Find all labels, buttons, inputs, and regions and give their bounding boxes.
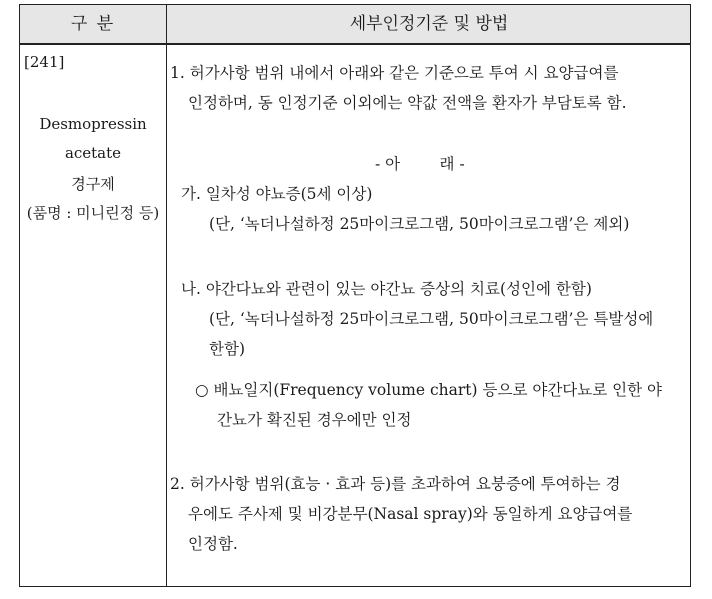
drug-form: 경구제 <box>71 175 115 193</box>
item-ga-note: (단, ‘녹더나설하정 25마이크로그램, 50마이크로그램’은 제외) <box>209 215 630 233</box>
drug-product: (품명 : 미니린정 등) <box>26 204 160 222</box>
item-ga: 가. 일차성 야뇨증(5세 이상) <box>181 185 373 203</box>
item2-line3: 인정함. <box>188 535 238 553</box>
column-divider <box>166 5 167 586</box>
item-na-note1: (단, ‘녹더나설하정 25마이크로그램, 50마이크로그램’은 특발성에 <box>209 310 654 328</box>
item2-line2: 우에도 주사제 및 비강분무(Nasal spray)와 동일하게 요양급여를 <box>188 505 633 523</box>
drug-name-line2: acetate <box>64 144 122 162</box>
drug-name-line1: Desmopressin <box>39 115 147 133</box>
item2-line1: 2. 허가사항 범위(효능 · 효과 등)를 초과하여 요붕증에 투여하는 경 <box>170 475 621 493</box>
criteria-table <box>19 4 691 587</box>
below-heading: - 아 래 - <box>375 155 465 173</box>
bullet-line1: ○ 배뇨일지(Frequency volume chart) 등으로 야간다뇨로 인한 야 <box>195 381 662 399</box>
item-na: 나. 야간다뇨와 관련이 있는 야간뇨 증상의 치료(성인에 한함) <box>181 280 592 298</box>
item-na-note2: 한함) <box>209 340 245 358</box>
table-header <box>20 5 690 45</box>
item1-line2: 인정하며, 동 인정기준 이외에는 약값 전액을 환자가 부담토록 함. <box>188 94 627 112</box>
header-category: 구 분 <box>70 14 116 34</box>
bullet-line2: 간뇨가 확진된 경우에만 인정 <box>217 411 412 429</box>
item1-line1: 1. 허가사항 범위 내에서 아래와 같은 기준으로 투여 시 요양급여를 <box>170 64 619 82</box>
header-criteria: 세부인정기준 및 방법 <box>349 14 509 34</box>
drug-code: [241] <box>24 53 65 71</box>
